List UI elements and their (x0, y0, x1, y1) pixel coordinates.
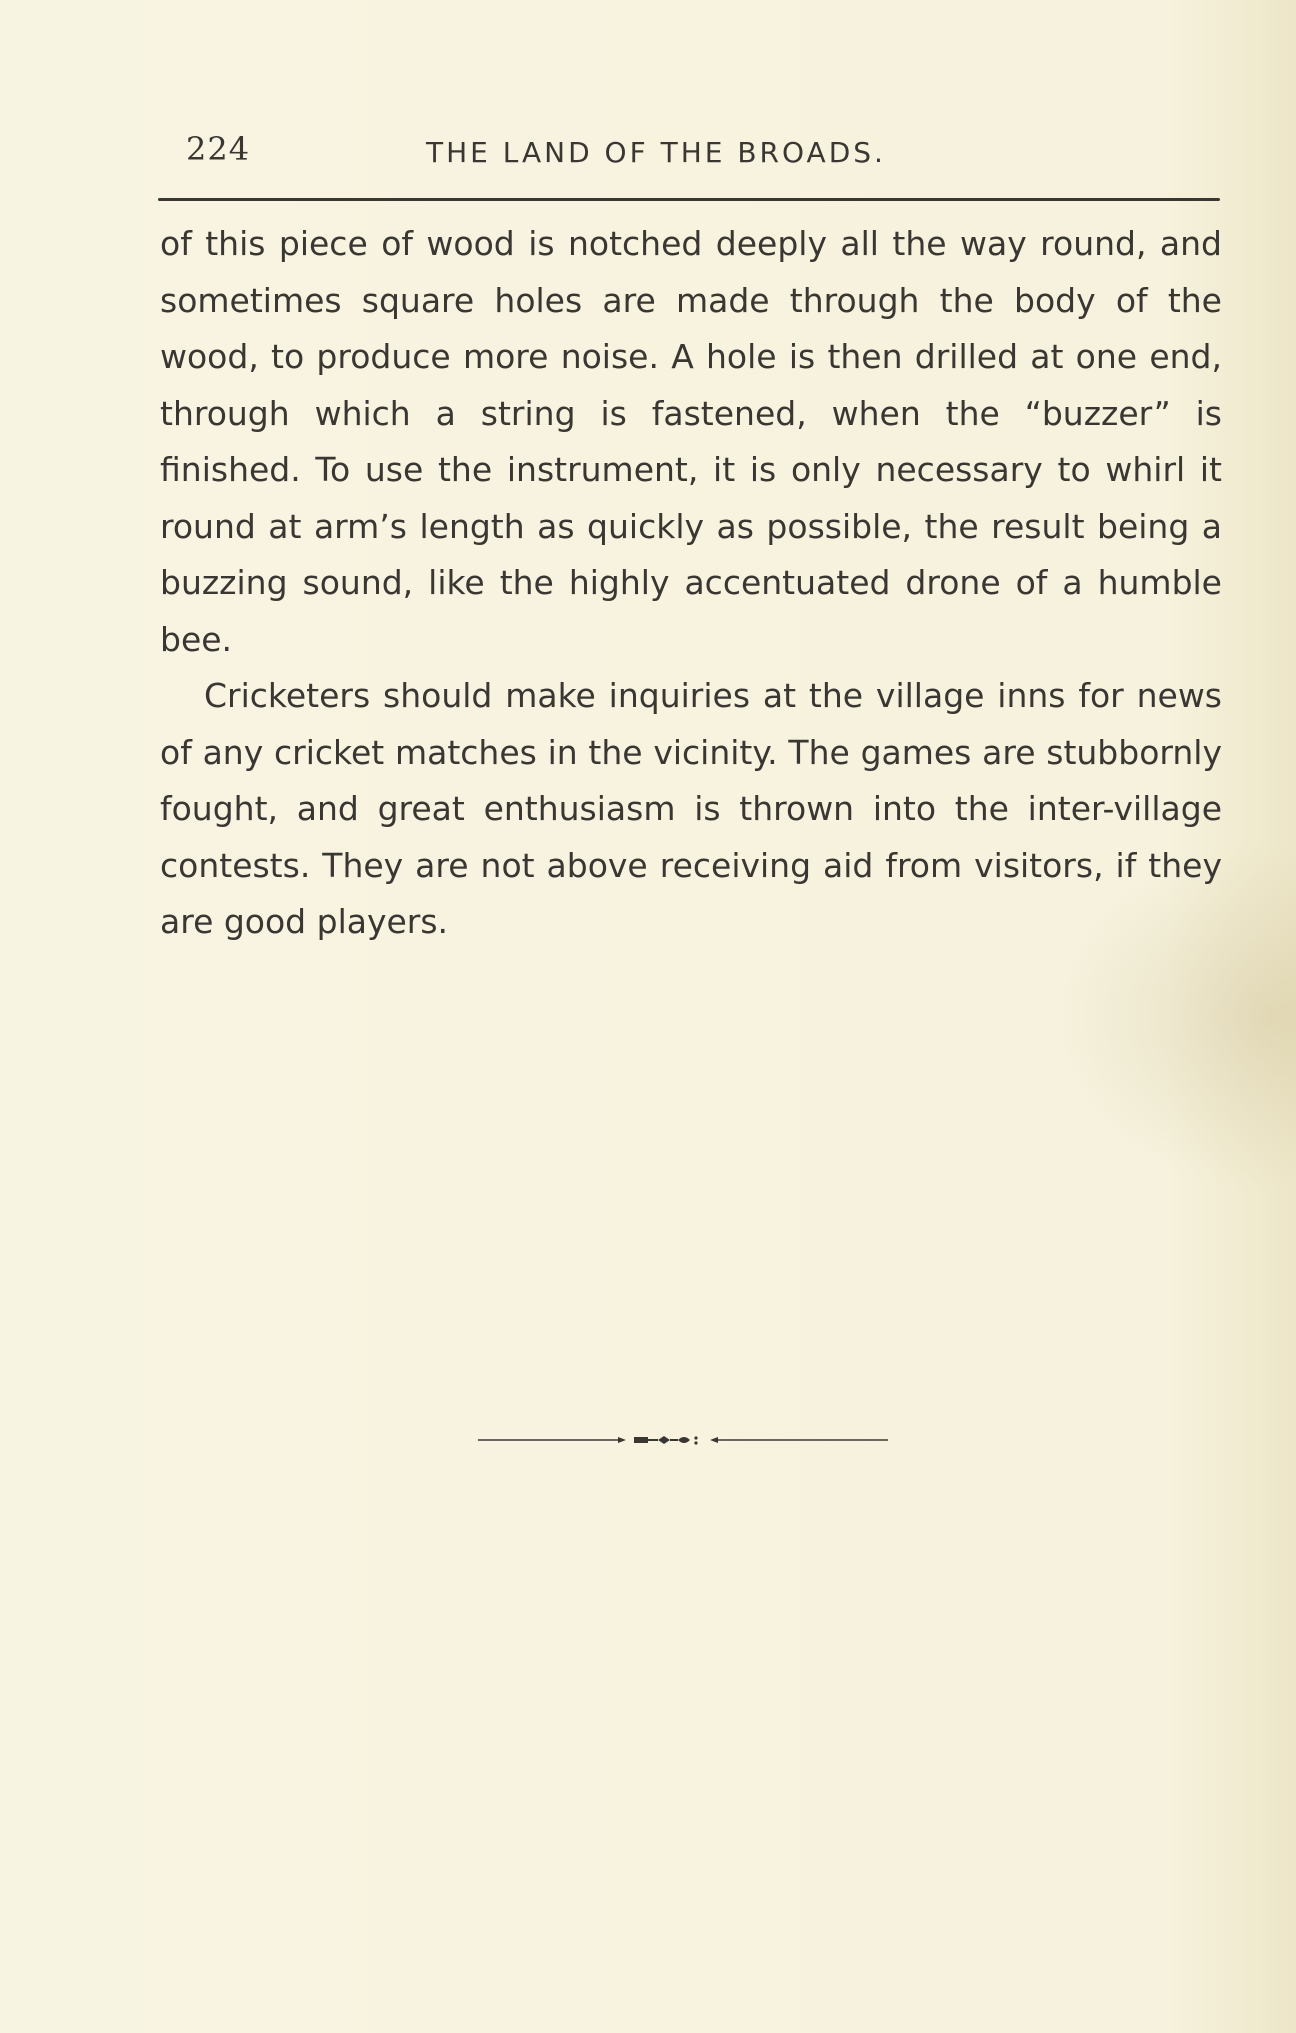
header-rule (158, 198, 1220, 201)
page-number: 224 (186, 130, 251, 168)
body-text (160, 216, 1222, 951)
end-ornament-icon (478, 1430, 888, 1450)
paragraph: Cricketers should make inquiries at the village inns for news of any cricket matches in the vicinity. The games are stubbornly fought, and great enthusiasm is thrown into the inter-village contests. They are not above receiving aid from visitors, if they are good players. (160, 676, 1222, 941)
running-title: THE LAND OF THE BROADS. (426, 136, 886, 169)
paragraph: of this piece of wood is notched deeply all the way round, and sometimes square holes are made through the body of the wood, to produce more noise. A hole is then drilled at one end, through which a string is fastened, when the “buzzer” is finished. To use the instrument, it is only necessary to whirl it round at arm’s length as quickly as possible, the result being a buzzing sound, like the highly accentuated drone of a humble bee. (160, 224, 1222, 659)
page-header (160, 130, 1222, 180)
